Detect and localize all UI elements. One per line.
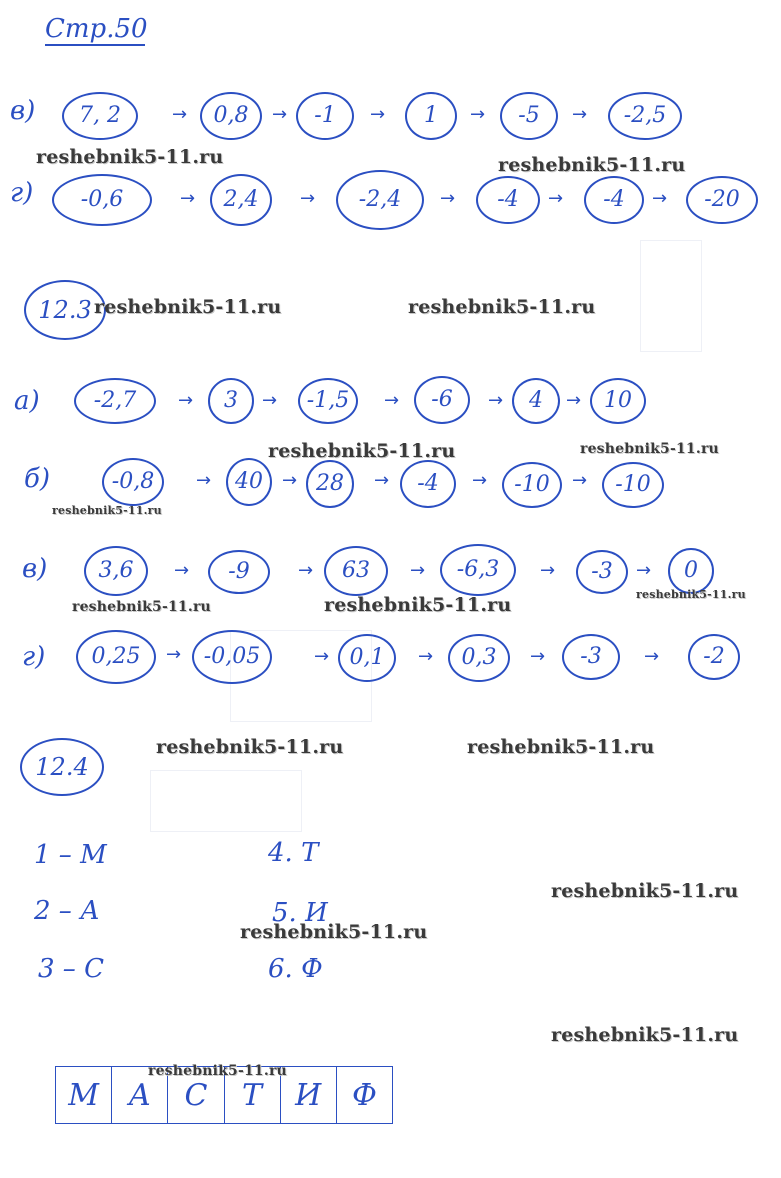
- chain-value: 10: [590, 378, 646, 424]
- arrow-icon: →: [196, 470, 212, 491]
- match-item: 4. Т: [268, 838, 319, 868]
- chain-value: 0,8: [200, 92, 262, 140]
- chain-value: 1: [405, 92, 457, 140]
- arrow-icon: →: [410, 560, 426, 581]
- chain-value: 28: [306, 460, 354, 508]
- row-label: б): [24, 464, 51, 494]
- chain-value: -4: [476, 176, 540, 224]
- match-item: 2 – А: [34, 896, 100, 926]
- arrow-icon: →: [644, 646, 660, 667]
- chain-value: -0,05: [192, 630, 272, 684]
- arrow-icon: →: [384, 390, 400, 411]
- watermark: reshebnik5-11.ru: [408, 296, 596, 318]
- chain-value: -0,6: [52, 174, 152, 226]
- watermark: reshebnik5-11.ru: [52, 504, 162, 517]
- arrow-icon: →: [314, 646, 330, 667]
- arrow-icon: →: [472, 470, 488, 491]
- arrow-icon: →: [370, 104, 386, 125]
- chain-value: 4: [512, 378, 560, 424]
- chain-value: -3: [576, 550, 628, 594]
- page-label-underline: [45, 44, 145, 46]
- chain-value: -3: [562, 634, 620, 680]
- match-item: 3 – С: [38, 954, 104, 984]
- arrow-icon: →: [572, 104, 588, 125]
- watermark: reshebnik5-11.ru: [580, 441, 719, 457]
- chain-value: -10: [502, 462, 562, 508]
- arrow-icon: →: [636, 560, 652, 581]
- arrow-icon: →: [262, 390, 278, 411]
- chain-value: 0: [668, 548, 714, 594]
- arrow-icon: →: [300, 188, 316, 209]
- watermark: reshebnik5-11.ru: [551, 880, 739, 902]
- chain-value: 40: [226, 458, 272, 506]
- arrow-icon: →: [566, 390, 582, 411]
- chain-value: -1,5: [298, 378, 358, 424]
- chain-value: -0,8: [102, 458, 164, 506]
- watermark: reshebnik5-11.ru: [551, 1024, 739, 1046]
- arrow-icon: →: [180, 188, 196, 209]
- arrow-icon: →: [652, 188, 668, 209]
- chain-value: -4: [400, 460, 456, 508]
- answer-letter: Т: [224, 1067, 280, 1124]
- arrow-icon: →: [572, 470, 588, 491]
- arrow-icon: →: [418, 646, 434, 667]
- arrow-icon: →: [540, 560, 556, 581]
- row-label: г): [10, 178, 34, 208]
- chain-value: -6,3: [440, 544, 516, 596]
- arrow-icon: →: [282, 470, 298, 491]
- chain-value: -10: [602, 462, 664, 508]
- arrow-icon: →: [530, 646, 546, 667]
- arrow-icon: →: [166, 644, 182, 665]
- chain-value: 3,6: [84, 546, 148, 596]
- chain-value: -5: [500, 92, 558, 140]
- answer-letter: С: [168, 1067, 224, 1124]
- row-label: г): [22, 642, 46, 672]
- match-item: 6. Ф: [268, 954, 323, 984]
- arrow-icon: →: [488, 390, 504, 411]
- arrow-icon: →: [174, 560, 190, 581]
- watermark: reshebnik5-11.ru: [148, 1063, 287, 1079]
- chain-value: -6: [414, 376, 470, 424]
- chain-value: -1: [296, 92, 354, 140]
- arrow-icon: →: [178, 390, 194, 411]
- chain-value: -20: [686, 176, 758, 224]
- match-item: 5. И: [272, 898, 328, 928]
- row-label: в): [22, 554, 48, 584]
- watermark: reshebnik5-11.ru: [36, 146, 224, 168]
- chain-value: -9: [208, 550, 270, 594]
- watermark: reshebnik5-11.ru: [636, 588, 746, 601]
- page-label: Стр.50: [45, 14, 148, 44]
- watermark: reshebnik5-11.ru: [498, 154, 686, 176]
- arrow-icon: →: [440, 188, 456, 209]
- chain-value: 7, 2: [62, 92, 138, 140]
- chain-value: -2,4: [336, 170, 424, 230]
- arrow-icon: →: [374, 470, 390, 491]
- row-label: в): [10, 96, 36, 126]
- arrow-icon: →: [298, 560, 314, 581]
- chain-value: 63: [324, 546, 388, 596]
- arrow-icon: →: [470, 104, 486, 125]
- watermark: reshebnik5-11.ru: [156, 736, 344, 758]
- chain-value: 0,25: [76, 630, 156, 684]
- answer-letter: М: [56, 1067, 112, 1124]
- watermark: reshebnik5-11.ru: [467, 736, 655, 758]
- answer-letter: Ф: [336, 1067, 392, 1124]
- arrow-icon: →: [272, 104, 288, 125]
- chain-value: -4: [584, 176, 644, 224]
- chain-value: -2,7: [74, 378, 156, 424]
- answer-letter: А: [112, 1067, 168, 1124]
- row-label: а): [14, 386, 40, 416]
- grid-ghost: [150, 770, 302, 832]
- chain-value: 2,4: [210, 174, 272, 226]
- watermark: reshebnik5-11.ru: [94, 296, 282, 318]
- watermark: reshebnik5-11.ru: [324, 594, 512, 616]
- chain-value: 0,3: [448, 634, 510, 682]
- chain-value: 0,1: [338, 634, 396, 682]
- watermark: reshebnik5-11.ru: [240, 921, 428, 943]
- chain-value: 3: [208, 378, 254, 424]
- arrow-icon: →: [548, 188, 564, 209]
- chain-value: -2: [688, 634, 740, 680]
- arrow-icon: →: [172, 104, 188, 125]
- exercise-number: 12.3: [24, 280, 106, 340]
- exercise-number: 12.4: [20, 738, 104, 796]
- grid-ghost: [640, 240, 702, 352]
- answer-letter: И: [280, 1067, 336, 1124]
- match-item: 1 – М: [34, 840, 107, 870]
- watermark: reshebnik5-11.ru: [268, 440, 456, 462]
- chain-value: -2,5: [608, 92, 682, 140]
- watermark: reshebnik5-11.ru: [72, 599, 211, 615]
